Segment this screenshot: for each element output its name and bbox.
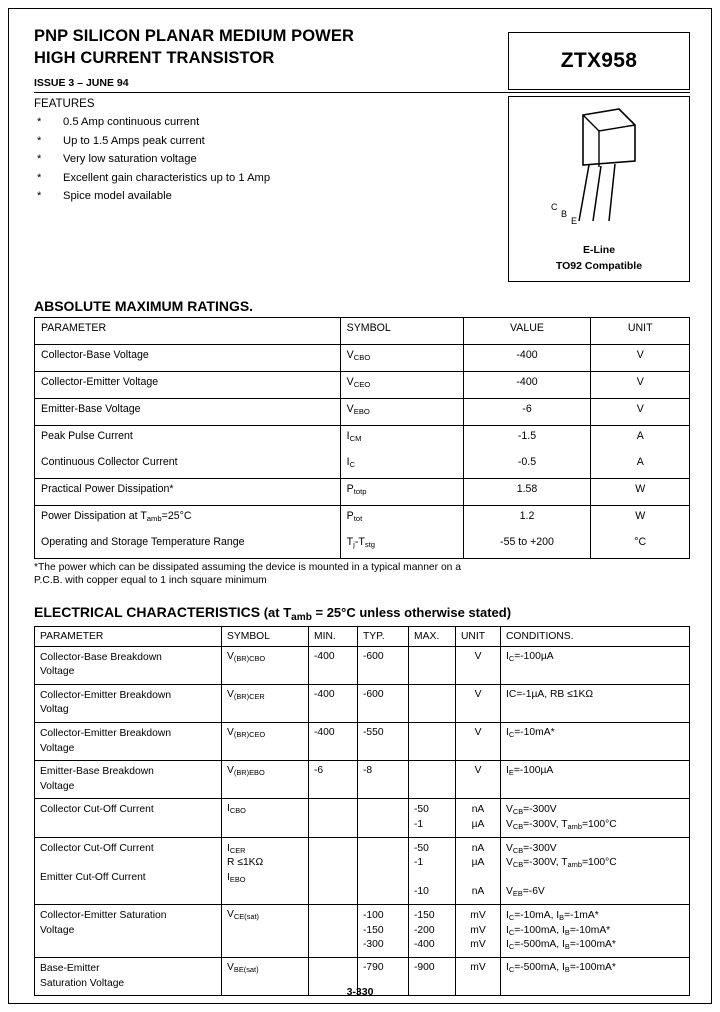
ec-heading-cond-post: = 25°C unless otherwise stated) [311, 604, 512, 620]
ec-symbol: $V_{BE(sat)}$ [222, 957, 309, 995]
amr-unit: V [591, 345, 690, 372]
amr-parameter: Emitter-Base Voltage [35, 399, 341, 426]
ec-unit: V [456, 722, 501, 760]
amr-unit: W [591, 506, 690, 533]
amr-symbol: $I_C$ [340, 452, 463, 479]
ec-conditions: $I_C=-10mA$, $I_B=-1mA*$ $I_C=-100mA$, $I_B=-10mA*$ $I_C=-500mA$, $I_B=-100mA*$ [501, 905, 690, 958]
ec-min: -400 [309, 722, 358, 760]
column-header-typ: TYP. [358, 626, 409, 646]
ec-max: -150 -200 -400 [409, 905, 456, 958]
table-row [35, 426, 690, 453]
ec-parameter: Collector-Emitter Saturation Voltage [35, 905, 222, 958]
ec-max: -50 -1 [409, 799, 456, 837]
table-row [35, 506, 690, 533]
ec-symbol: $I_{CBO}$ [222, 799, 309, 837]
table-row [35, 646, 690, 684]
table-row [35, 799, 690, 837]
page-title-line-1: PNP SILICON PLANAR MEDIUM POWER [34, 27, 354, 45]
feature-item [34, 153, 464, 165]
package-compat-label: TO92 Compatible [555, 260, 643, 272]
ec-max: -50 -1 -10 [409, 837, 456, 904]
ec-unit: V [456, 684, 501, 722]
amr-parameter: Practical Power Dissipation* [35, 479, 341, 506]
table-header-row [35, 626, 690, 646]
feature-item [34, 190, 464, 202]
ec-max [409, 684, 456, 722]
ec-conditions: $I_C=-500mA$, $I_B=-100mA*$ [501, 957, 690, 995]
amr-footnote [34, 562, 690, 588]
amr-parameter: Power Dissipation at $T_{amb}=25^\circ C$ [35, 506, 341, 533]
ec-unit: V [456, 646, 501, 684]
ec-parameter: Emitter-Base Breakdown Voltage [35, 761, 222, 799]
amr-symbol: $P_{totp}$ [340, 479, 463, 506]
issue-label: ISSUE 3 – JUNE 94 [34, 76, 129, 89]
table-row [35, 399, 690, 426]
features-block [34, 98, 464, 282]
amr-heading: ABSOLUTE MAXIMUM RATINGS. [34, 298, 254, 314]
table-header-row [35, 318, 690, 345]
amr-value: -55 to +200 [463, 532, 591, 559]
ec-parameter: Collector Cut-Off Current Emitter Cut-Off Current [35, 837, 222, 904]
ec-min: -6 [309, 761, 358, 799]
page-header [34, 26, 690, 90]
amr-symbol: $V_{EBO}$ [340, 399, 463, 426]
pin-label-b: B [561, 209, 568, 219]
bullet-star-icon: * [37, 153, 42, 165]
part-number-box [508, 32, 690, 90]
amr-value: -400 [463, 345, 591, 372]
ec-typ: -8 [358, 761, 409, 799]
bullet-star-icon: * [37, 190, 42, 202]
ec-typ: -600 [358, 646, 409, 684]
package-name-label: E-Line [582, 244, 616, 256]
column-header-min: MIN. [309, 626, 358, 646]
table-row [35, 452, 690, 479]
amr-value: -6 [463, 399, 591, 426]
table-row [35, 532, 690, 559]
table-row [35, 684, 690, 722]
absolute-maximum-ratings-table [34, 317, 690, 559]
amr-symbol: $T_j-T_{stg}$ [340, 532, 463, 559]
ec-typ: -790 [358, 957, 409, 995]
ec-conditions: $I_C=-100\mu A$ [501, 646, 690, 684]
feature-text: Up to 1.5 Amps peak current [63, 134, 205, 147]
ec-parameter: Collector-Emitter Breakdown Voltag [35, 684, 222, 722]
feature-item [34, 172, 464, 184]
column-header-parameter: PARAMETER [35, 626, 222, 646]
ec-parameter: Collector-Base Breakdown Voltage [35, 646, 222, 684]
amr-parameter: Operating and Storage Temperature Range [35, 532, 341, 559]
ec-typ [358, 837, 409, 904]
amr-parameter: Continuous Collector Current [35, 452, 341, 479]
amr-footnote-line-1: *The power which can be dissipated assuming the device is mounted in a typical manner on a [34, 562, 461, 573]
ec-typ [358, 799, 409, 837]
ec-conditions: $V_{CB}=-300V$ $V_{CB}=-300V$, $T_{amb}=100^\circ C$ $V_{EB}=-6V$ [501, 837, 690, 904]
amr-unit: V [591, 372, 690, 399]
feature-item [34, 135, 464, 147]
ec-symbol: $V_{(BR)CER}$ [222, 684, 309, 722]
feature-text: Excellent gain characteristics up to 1 Amp [63, 171, 271, 184]
column-header-parameter: PARAMETER [35, 318, 341, 345]
table-row [35, 722, 690, 760]
ec-min: -400 [309, 684, 358, 722]
table-row [35, 837, 690, 904]
ec-parameter: Base-Emitter Saturation Voltage [35, 957, 222, 995]
header-rule [34, 92, 690, 93]
amr-unit: A [591, 426, 690, 453]
ec-max [409, 722, 456, 760]
column-header-max: MAX. [409, 626, 456, 646]
feature-text: Spice model available [63, 190, 172, 202]
amr-value: 1.58 [463, 479, 591, 506]
amr-footnote-line-2: P.C.B. with copper equal to 1 inch square minimum [34, 574, 267, 586]
amr-parameter: Collector-Emitter Voltage [35, 372, 341, 399]
ec-heading-main: ELECTRICAL CHARACTERISTICS [34, 603, 261, 620]
features-and-package [34, 98, 690, 282]
transistor-package-icon [531, 103, 667, 233]
ec-symbol: $V_{CE(sat)}$ [222, 905, 309, 958]
ec-parameter: Collector Cut-Off Current [35, 799, 222, 837]
ec-conditions: IC=-1µA, RB ≤1KΩ [501, 684, 690, 722]
column-header-value: VALUE [463, 318, 591, 345]
table-row [35, 479, 690, 506]
amr-value: -1.5 [463, 426, 591, 453]
ec-max [409, 761, 456, 799]
table-row [35, 372, 690, 399]
amr-value: 1.2 [463, 506, 591, 533]
amr-parameter: Collector-Base Voltage [35, 345, 341, 372]
column-header-symbol: SYMBOL [340, 318, 463, 345]
column-header-unit: UNIT [456, 626, 501, 646]
pin-label-e: E [571, 216, 578, 226]
features-heading: FEATURES [34, 98, 95, 110]
bullet-star-icon: * [37, 171, 42, 184]
amr-unit: V [591, 399, 690, 426]
ec-symbol: $V_{(BR)EBO}$ [222, 761, 309, 799]
bullet-star-icon: * [37, 116, 42, 128]
amr-unit: A [591, 452, 690, 479]
ec-conditions: $V_{CB}=-300V$ $V_{CB}=-300V$, $T_{amb}=100^\circ C$ [501, 799, 690, 837]
column-header-conditions: CONDITIONS. [501, 626, 690, 646]
table-row [35, 345, 690, 372]
ec-conditions: $I_E=-100\mu A$ [501, 761, 690, 799]
amr-symbol: $V_{CBO}$ [340, 345, 463, 372]
header-title-block [34, 26, 454, 89]
feature-text: Very low saturation voltage [63, 153, 197, 165]
column-header-symbol: SYMBOL [222, 626, 309, 646]
amr-symbol: $I_{CM}$ [340, 426, 463, 453]
electrical-characteristics-table [34, 626, 690, 997]
ec-parameter: Collector-Emitter Breakdown Voltage [35, 722, 222, 760]
pin-label-c: C [551, 202, 558, 212]
ec-min: -400 [309, 646, 358, 684]
ec-unit: V [456, 761, 501, 799]
ec-typ: -600 [358, 684, 409, 722]
feature-item [34, 116, 464, 128]
ec-max: -900 [409, 957, 456, 995]
page-number: 3-330 [346, 986, 374, 998]
ec-max [409, 646, 456, 684]
amr-symbol: $P_{tot}$ [340, 506, 463, 533]
ec-min [309, 799, 358, 837]
ec-symbol: $I_{CER}$ R ≤1KΩ $I_{EBO}$ [222, 837, 309, 904]
amr-symbol: $V_{CEO}$ [340, 372, 463, 399]
ec-heading [34, 604, 690, 623]
table-row [35, 905, 690, 958]
ec-typ: -100 -150 -300 [358, 905, 409, 958]
ec-heading-cond-pre: (at T [260, 604, 292, 620]
column-header-unit: UNIT [591, 318, 690, 345]
table-row [35, 761, 690, 799]
amr-value: -0.5 [463, 452, 591, 479]
ec-unit: mV [456, 957, 501, 995]
page-title-line-2: HIGH CURRENT TRANSISTOR [34, 48, 275, 67]
amr-unit: W [591, 479, 690, 506]
ec-min [309, 905, 358, 958]
ec-heading-cond-sub: amb [291, 611, 312, 623]
bullet-star-icon: * [37, 134, 42, 147]
feature-text: 0.5 Amp continuous current [63, 116, 200, 128]
part-number: ZTX958 [560, 49, 638, 72]
package-outline-box [508, 96, 690, 282]
ec-unit: nA µA [456, 799, 501, 837]
ec-conditions: $I_C=-10mA*$ [501, 722, 690, 760]
amr-parameter: Peak Pulse Current [35, 426, 341, 453]
ec-unit: mV mV mV [456, 905, 501, 958]
ec-min [309, 837, 358, 904]
ec-symbol: $V_{(BR)CBO}$ [222, 646, 309, 684]
amr-value: -400 [463, 372, 591, 399]
ec-typ: -550 [358, 722, 409, 760]
ec-symbol: $V_{(BR)CEO}$ [222, 722, 309, 760]
amr-unit: °C [591, 532, 690, 559]
ec-unit: nA µA nA [456, 837, 501, 904]
